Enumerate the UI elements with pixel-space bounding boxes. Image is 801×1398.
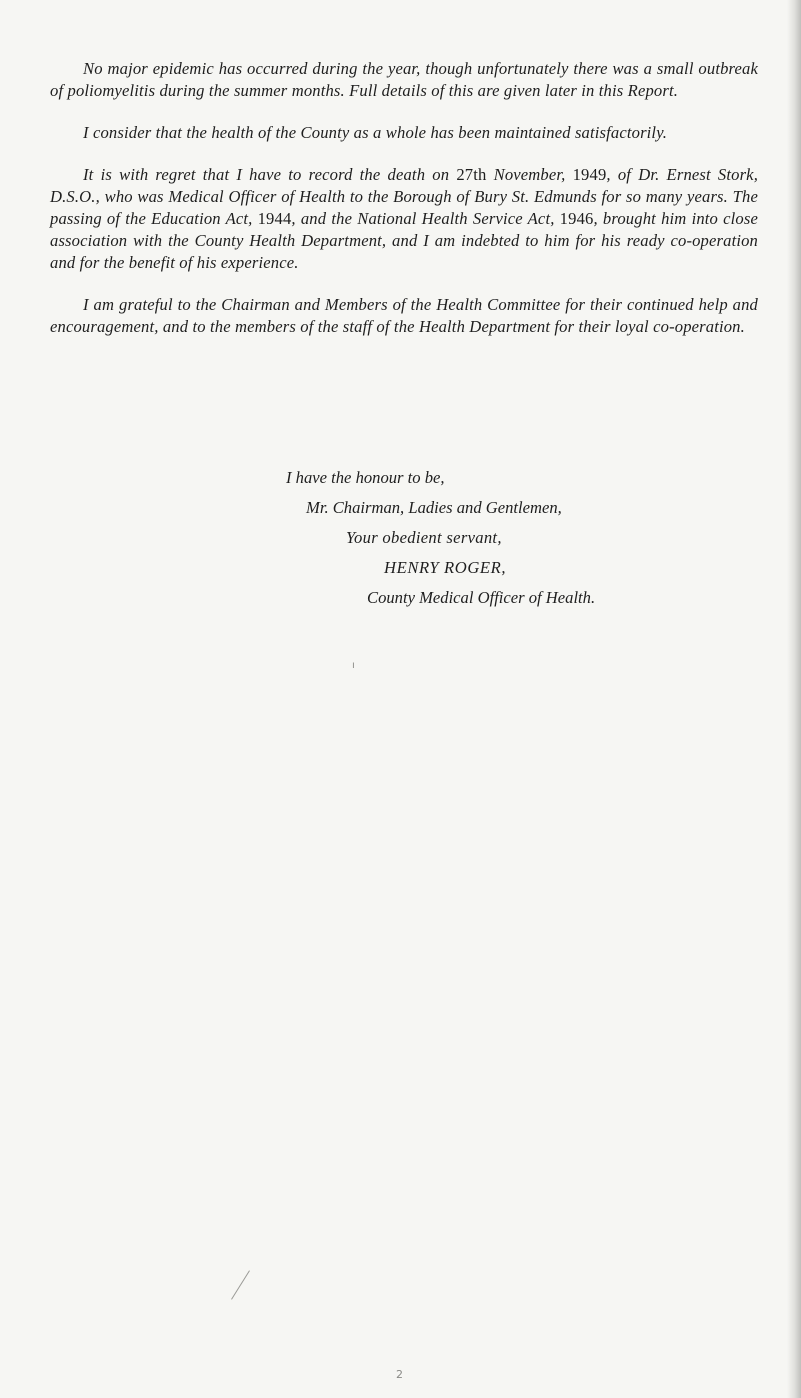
paragraph-epidemic: No major epidemic has occurred during the year, though unfortunately there was a small outbreak of poliomyelitis during the summer months. Full details of this are given later in this Report. bbox=[50, 59, 758, 100]
paragraph-gratitude: I am grateful to the Chairman and Members of the Health Committee for their continued help and encouragement, and to the members of the staff of the Health Department for their loyal co-operation. bbox=[50, 295, 758, 336]
obituary-text-4: , and the National Health Service Act, bbox=[291, 209, 560, 228]
obituary-text-1: It is with regret that I have to record the death on bbox=[83, 165, 457, 184]
document-page bbox=[50, 58, 758, 607]
paragraph-health-county: I consider that the health of the County as a whole has been maintained satisfactorily. bbox=[83, 123, 668, 142]
obituary-text-2: November, bbox=[486, 165, 573, 184]
obituary-year-health-act: 1946 bbox=[559, 209, 594, 228]
pencil-slash-mark bbox=[231, 1270, 250, 1299]
page-edge-shadow bbox=[787, 0, 801, 1398]
obituary-text-3: , of Dr. Ernest Stork, D.S.O., who was Medical Officer of Health to the Borough of Bury St. Edmunds for so many years. The passing of the Education Act, bbox=[50, 165, 758, 228]
signature-title: County Medical Officer of Health. bbox=[367, 588, 596, 607]
obituary-year-education-act: 1944 bbox=[257, 209, 292, 228]
paragraph-obituary bbox=[50, 164, 758, 274]
closing-honour: I have the honour to be, bbox=[286, 468, 445, 487]
obituary-year-death: 1949 bbox=[572, 165, 607, 184]
obituary-text-5: , brought him into close association with the County Health Department, and I am indebted to him for his ready co-operation and for the benefit of his experience. bbox=[50, 209, 758, 272]
page-number: 2 bbox=[396, 1368, 403, 1381]
closing-servant: Your obedient servant, bbox=[346, 528, 502, 547]
signature-name: HENRY ROGER, bbox=[384, 558, 507, 577]
closing-salutation: Mr. Chairman, Ladies and Gentlemen, bbox=[306, 498, 562, 517]
obituary-date: 27th bbox=[456, 165, 487, 184]
stray-mark: ı bbox=[352, 660, 355, 671]
